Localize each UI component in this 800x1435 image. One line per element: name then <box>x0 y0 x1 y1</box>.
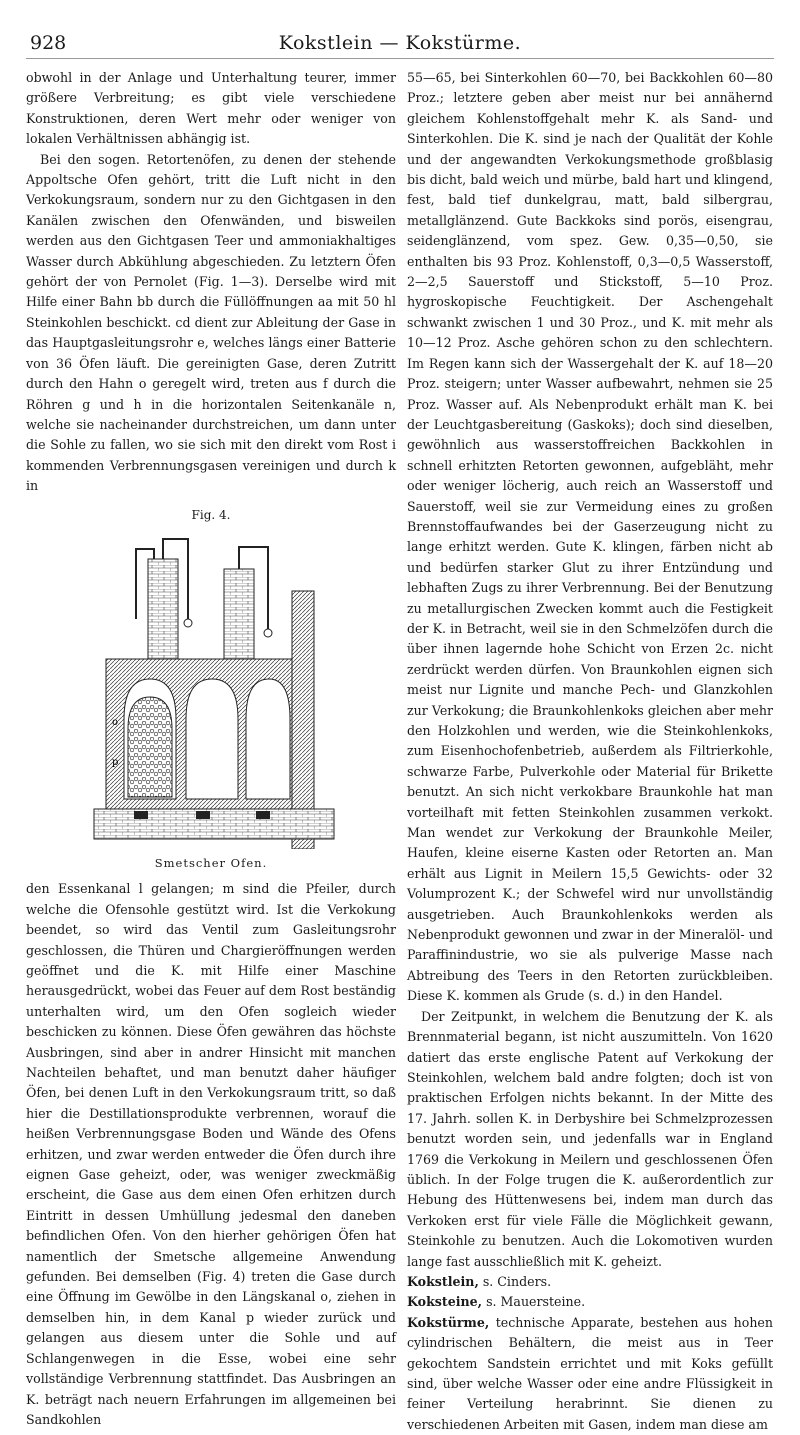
figure-letter-o: o <box>112 716 119 728</box>
oven-illustration <box>86 529 336 849</box>
page-number: 928 <box>30 32 67 54</box>
dictionary-entry <box>407 1272 773 1292</box>
paragraph: 55—65, bei Sinterkohlen 60—70, bei Backkohlen 60—80 Proz.; letztere geben aber meist nur bei annähernd gleichem Kohlenstoffgehalt mehr K. als Sand- und Sinterkohlen. Die K. sind je nach der Qualität der Kohle und der angewandten Verkokungsmethode großblasig bis dicht, bald weich und mürbe, bald hart und klingend, fest, bald tief dunkelgrau, matt, bald silbergrau, metallglänzend. Gute Backkoks sind porös, eisengrau, seidenglänzend, vom spez. Gew. 0,35—0,50, sie enthalten bis 93 Proz. Kohlenstoff, 0,3—0,5 Wasserstoff, 2—2,5 Sauerstoff und Stickstoff, 5—10 Proz. hygroskopische Feuchtigkeit. Der Aschengehalt schwankt zwischen 1 und 30 Proz., und K. mit mehr als 10—12 Proz. Asche gehören schon zu den schlechtern. Im Regen kann sich der Wassergehalt der K. auf 18—20 Proz. steigern; unter Wasser aufbewahrt, nehmen sie 25 Proz. Wasser auf. Als Nebenprodukt erhält man K. bei der Leuchtgasbereitung (Gaskoks); doch sind dieselben, gewöhnlich aus wasserstoffreichen Backkohlen in schnell erhitzten Retorten gewonnen, aufgebläht, mehr oder weniger löcherig, auch reich an Wasserstoff und Sauerstoff, weil sie zur Vermeidung eines zu großen Brennstoffaufwandes bei der Gaserzeugung nicht zu lange erhitzt werden. Gute K. klingen, färben nicht ab und bedürfen starker Glut zu ihrer Entzündung und lebhaften Zugs zu ihrer Verbrennung. Bei der Benutzung zu metallurgischen Zwecken kommt auch die Festigkeit der K. in Betracht, weil sie in den Schmelzöfen durch die über ihnen lagernde hohe Schicht von Erzen 2c. nicht zerdrückt werden dürfen. Von Braunkohlen eignen sich meist nur Lignite und manche Pech- und Glanzkohlen zur Verkokung; die Braunkohlenkoks gleichen aber mehr den Holzkohlen und werden, wie die Steinkohlenkoks, zum Eisenhochofenbetrieb, außerdem als Filtrierkohle, schwarze Farbe, Pulverkohle oder Material für Brikette benutzt. An sich nicht verkokbare Braunkohle hat man vorteilhaft mit fetten Steinkohlen zusammen verkokt. Man wendet zur Verkokung der Braunkohle Meiler, Haufen, kleine eiserne Kasten oder Retorten an. Man erhält aus Lignit in Meilern 15,5 Gewichts- oder 32 Volumprozent K.; der Schwefel wird nur unvollständig ausgetrieben. Auch Braunkohlenkoks werden als Nebenprodukt gewonnen und zwar in der Mineralöl- und Paraffinindustrie, wo sie als pulverige Masse nach Abtreibung des Teers in den Retorten zurückbleiben. Diese K. kommen als Grude (s. d.) in den Handel. <box>407 70 773 1004</box>
running-title: Kokstlein — Kokstürme. <box>278 32 522 54</box>
entry-headword: Kokstürme, <box>407 1314 490 1330</box>
entry-headword: Koksteine, <box>407 1294 483 1310</box>
right-column <box>407 68 773 1435</box>
figure-caption: Smetscher Ofen. <box>154 855 268 870</box>
entry-body: technische Apparate, bestehen aus hohen cylindrischen Behältern, die meist aus in Teer gekochtem Sandstein errichtet und mit Koks gefüllt sind, über welche Wasser oder eine andre Flüssigkeit in feiner Verteilung herabrinnt. Sie dienen zu verschiedenen Arbeiten mit Gasen, indem man diese am <box>407 1314 773 1432</box>
figure-letter-p: p <box>112 756 119 768</box>
entry-body: s. Cinders. <box>478 1273 552 1289</box>
paragraph: Der Zeitpunkt, in welchem die Benutzung der K. als Brennmaterial begann, ist nicht auszumitteln. Von 1620 datiert das erste englische Patent auf Verkokung der Steinkohlen, welchem bald andre folgten; doch ist von praktischen Erfolgen nichts bekannt. In der Mitte des 17. Jahrh. sollen K. in Derbyshire bei Schmelzprozessen benutzt worden sein, und jedenfalls war in England 1769 die Verkokung in Meilern und geschlossenen Öfen üblich. In der Folge trugen die K. außerordentlich zur Hebung des Hüttenwesens bei, indem man durch das Verkoken erst für viele Fälle die Möglichkeit gewann, Steinkohle zu benutzen. Auch die Lokomotiven wurden lange fast ausschließlich mit K. geheizt. <box>407 1008 773 1269</box>
paragraph: obwohl in der Anlage und Unterhaltung teurer, immer größere Verbreitung; es gibt viele verschiedene Konstruktionen, deren Wert mehr oder weniger von lokalen Verhältnissen abhängig ist. <box>26 70 396 147</box>
dictionary-entry <box>407 1313 773 1435</box>
figure-label: Fig. 4. <box>191 507 231 522</box>
entry-headword: Kokstlein, <box>407 1273 479 1289</box>
page-header <box>26 30 774 59</box>
entry-body: s. Mauersteine. <box>482 1294 586 1310</box>
paragraph: den Essenkanal l gelangen; m sind die Pfeiler, durch welche die Ofensohle gestützt wird. Ist die Verkokung beendet, so wird das Ventil zum Gasleitungsrohr geschlossen, die Thüren und Chargieröffnungen werden geöffnet und die K. mit Hilfe einer Maschine herausgedrückt, wobei das Feuer auf dem Rost beständig unterhalten wird, um den Ofen sogleich wieder beschicken zu können. Diese Öfen gewähren das höchste Ausbringen, sind aber in andrer Hinsicht mit manchen Nachteilen behaftet, und man benutzt daher häufiger Öfen, bei denen Luft in den Verkokungsraum tritt, so daß hier die Destillationsprodukte verbrennen, worauf die heißen Verbrennungsgase Boden und Wände des Ofens erhitzen, und zwar werden entweder die Öfen durch ihre eignen Gase geheizt, oder, was weniger zweckmäßig erscheint, die Gase aus dem einen Ofen erhitzen durch Eintritt in dessen Umhüllung jedesmal den daneben befindlichen Ofen. Von den hierher gehörigen Öfen hat namentlich der Smetsche allgemeine Anwendung gefunden. Bei demselben (Fig. 4) treten die Gase durch eine Öffnung im Gewölbe in den Längskanal o, ziehen in demselben hin, in dem Kanal p wieder zurück und gelangen aus diesem unter die Sohle und auf Schlangenwegen in die Esse, wobei eine sehr vollständige Verbrennung stattfindet. Das Ausbringen an K. beträgt nach neuern Erfahrungen im allgemeinen bei Sandkohlen <box>26 881 396 1427</box>
paragraph: Bei den sogen. Retortenöfen, zu denen der stehende Appoltsche Ofen gehört, tritt die Luft nicht in den Verkokungsraum, sondern nur zu den Gichtgasen in den Kanälen zwischen den Ofenwänden, und bisweilen werden aus den Gichtgasen Teer und ammoniakhaltiges Wasser durch Abkühlung abgeschieden. Zu letztern Öfen gehört der von Pernolet (Fig. 1—3). Derselbe wird mit Hilfe einer Bahn bb durch die Füllöffnungen aa mit 50 hl Steinkohlen beschickt. cd dient zur Ableitung der Gase in das Hauptgasleitungsrohr e, welches längs einer Batterie von 36 Öfen läuft. Die gereinigten Gase, deren Zutritt durch den Hahn o geregelt wird, treten aus f durch die Röhren g und h in die horizontalen Seitenkanäle n, welche sie nacheinander durchstreichen, um dann unter die Sohle zu fallen, wo sie sich mit den direkt vom Rost i kommenden Verbrennungsgasen vereinigen und durch k in <box>26 151 396 494</box>
dictionary-entry <box>407 1292 773 1312</box>
left-column <box>26 68 396 1430</box>
figure <box>26 505 396 874</box>
